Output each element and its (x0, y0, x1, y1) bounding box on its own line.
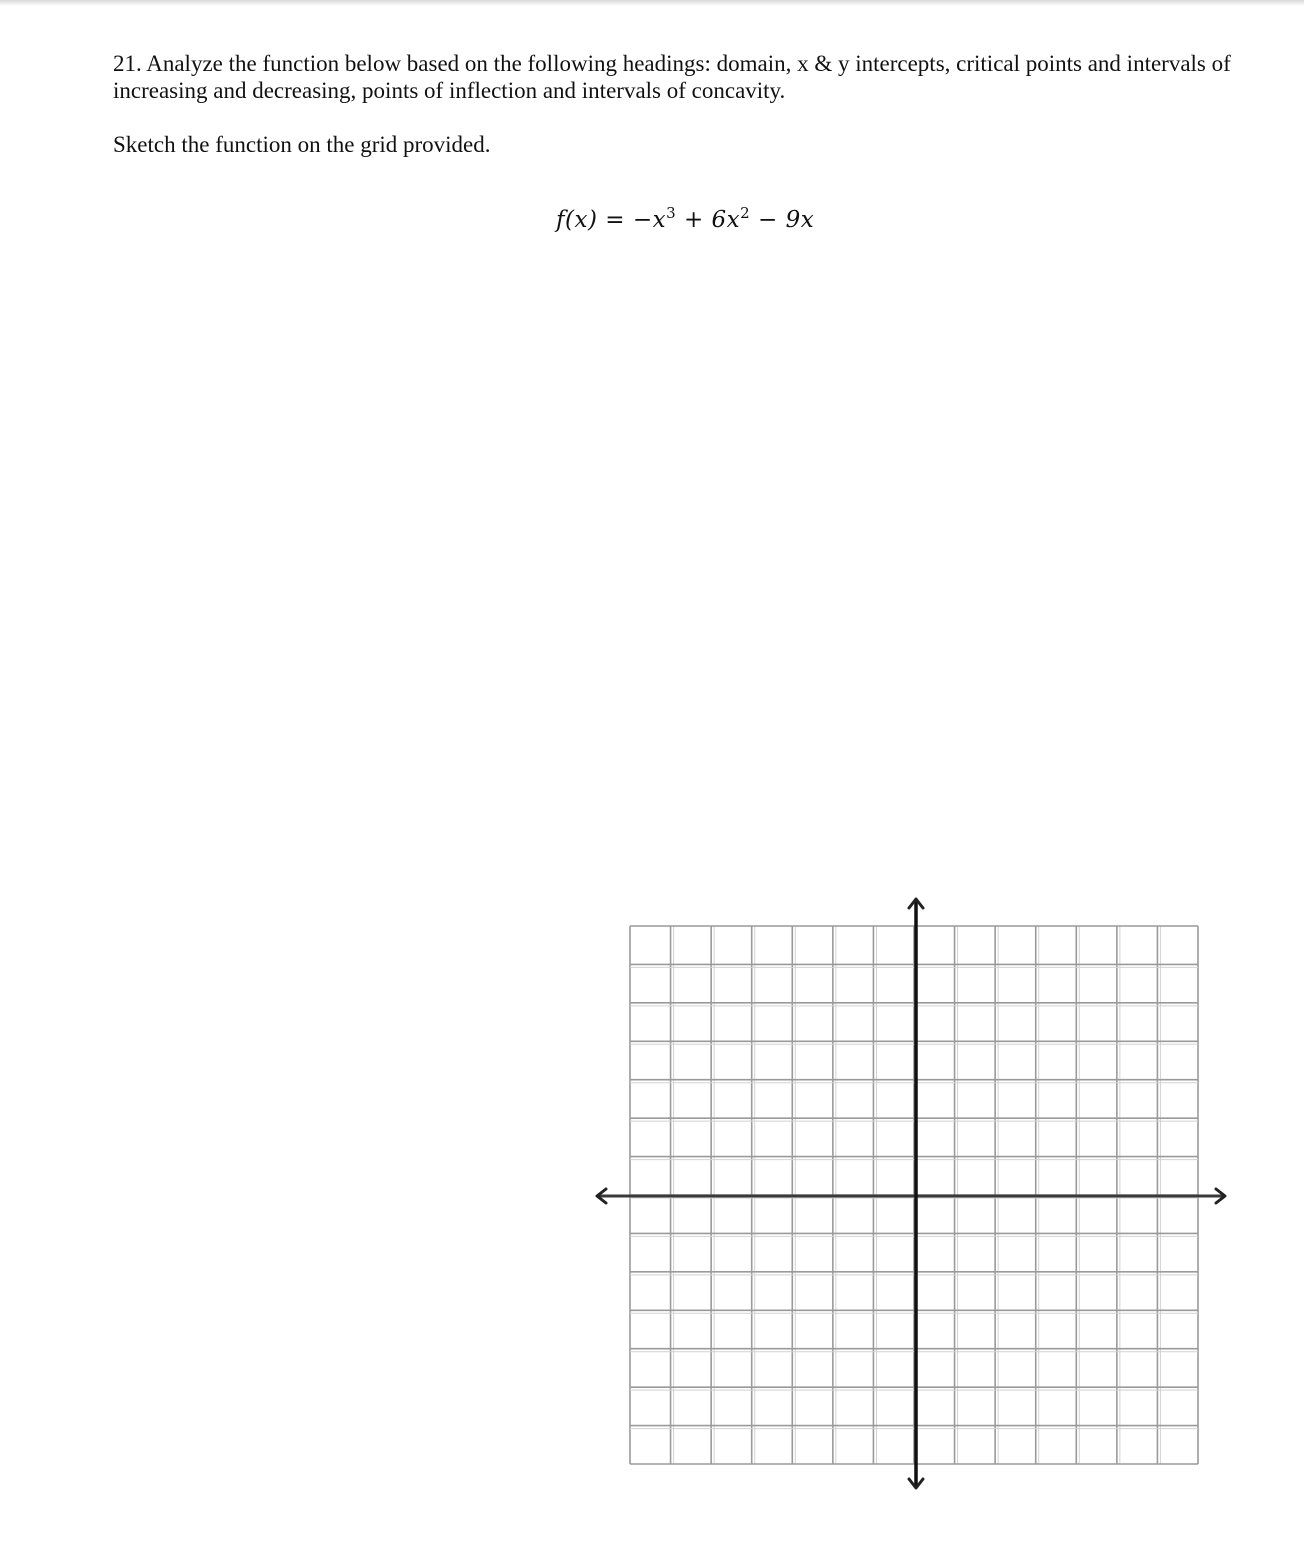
equation-exponent-2: 2 (740, 204, 751, 222)
equation-exponent-3: 3 (666, 204, 677, 222)
equation-minus: − (758, 207, 778, 233)
equation-equals: = (605, 207, 626, 233)
equation-lhs: f(x) (556, 207, 598, 233)
equation-term-cubic: −x (632, 207, 667, 233)
axes (597, 899, 1225, 1488)
equation-term-linear: 9x (785, 207, 815, 233)
equation-plus: + (683, 207, 704, 233)
instruction-text: Sketch the function on the grid provided. (113, 132, 491, 157)
question-text: 21. Analyze the function below based on the following headings: domain, x & y intercepts, critical points and intervals of increasing and decreasing, points of inflection and intervals of concavity. (113, 51, 1231, 103)
equation-term-quadratic: 6x (711, 207, 741, 233)
